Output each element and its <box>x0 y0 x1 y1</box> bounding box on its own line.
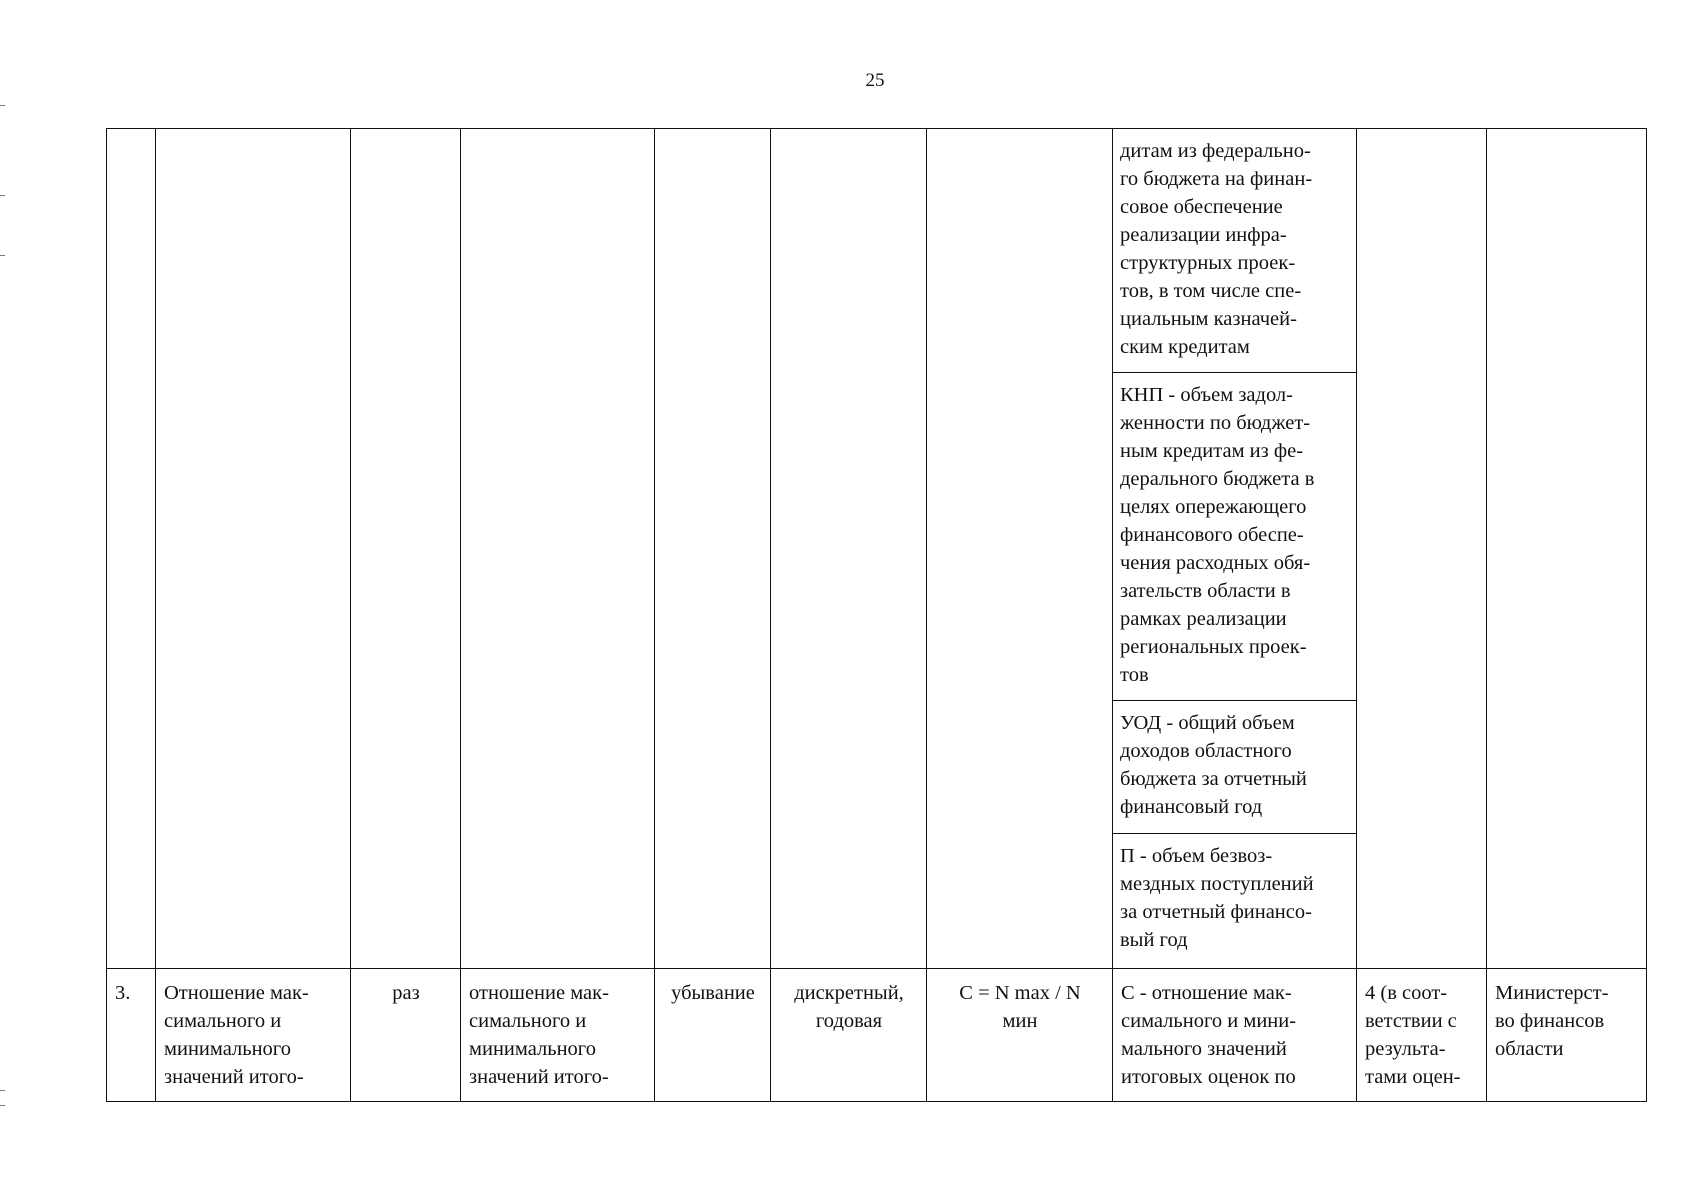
page-number: 25 <box>865 70 885 91</box>
formula-cell: C = N max / N мин <box>927 969 1113 1102</box>
unit-cell: раз <box>351 969 461 1102</box>
indicator-name-cell: Отношение мак- симального и минимального значений итого- <box>156 969 351 1102</box>
type-cell: дискретный, годовая <box>771 969 927 1102</box>
indicators-table <box>106 128 1647 1102</box>
table-row <box>107 969 1647 1102</box>
source-cell: 4 (в соот- ветствии с результа- тами оцен- <box>1357 969 1487 1102</box>
empty-cell-number <box>107 129 156 969</box>
empty-cell-unit <box>351 129 461 969</box>
continuation-row <box>107 129 1647 373</box>
empty-cell-type <box>771 129 927 969</box>
empty-cell-trend <box>655 129 771 969</box>
legend-cell-knp: КНП - объем задол- женности по бюджет- ным кредитам из фе- дерального бюджета в целях опережающего финансового обеспе- чения расходных обя- зательств области в рамках реализации региональных проек- тов <box>1113 373 1357 701</box>
row-number-cell: 3. <box>107 969 156 1102</box>
empty-cell-responsible <box>1487 129 1647 969</box>
legend-cell-uod: УОД - общий объем доходов областного бюджета за отчетный финансовый год <box>1113 701 1357 834</box>
legend-cell-p: П - объем безвоз- мездных поступлений за отчетный финансо- вый год <box>1113 834 1357 969</box>
trend-cell: убывание <box>655 969 771 1102</box>
legend-cell-credits: дитам из федерально- го бюджета на финан- совое обеспечение реализации инфра- структурных проек- тов, в том числе спе- циальным казначей- ским кредитам <box>1113 129 1357 373</box>
definition-cell: отношение мак- симального и минимального значений итого- <box>461 969 655 1102</box>
empty-cell-definition <box>461 129 655 969</box>
legend-cell-c: C - отношение мак- симального и мини- мального значений итоговых оценок по <box>1113 969 1357 1102</box>
empty-cell-name <box>156 129 351 969</box>
empty-cell-source <box>1357 129 1487 969</box>
empty-cell-formula <box>927 129 1113 969</box>
responsible-cell: Министерст- во финансов области <box>1487 969 1647 1102</box>
